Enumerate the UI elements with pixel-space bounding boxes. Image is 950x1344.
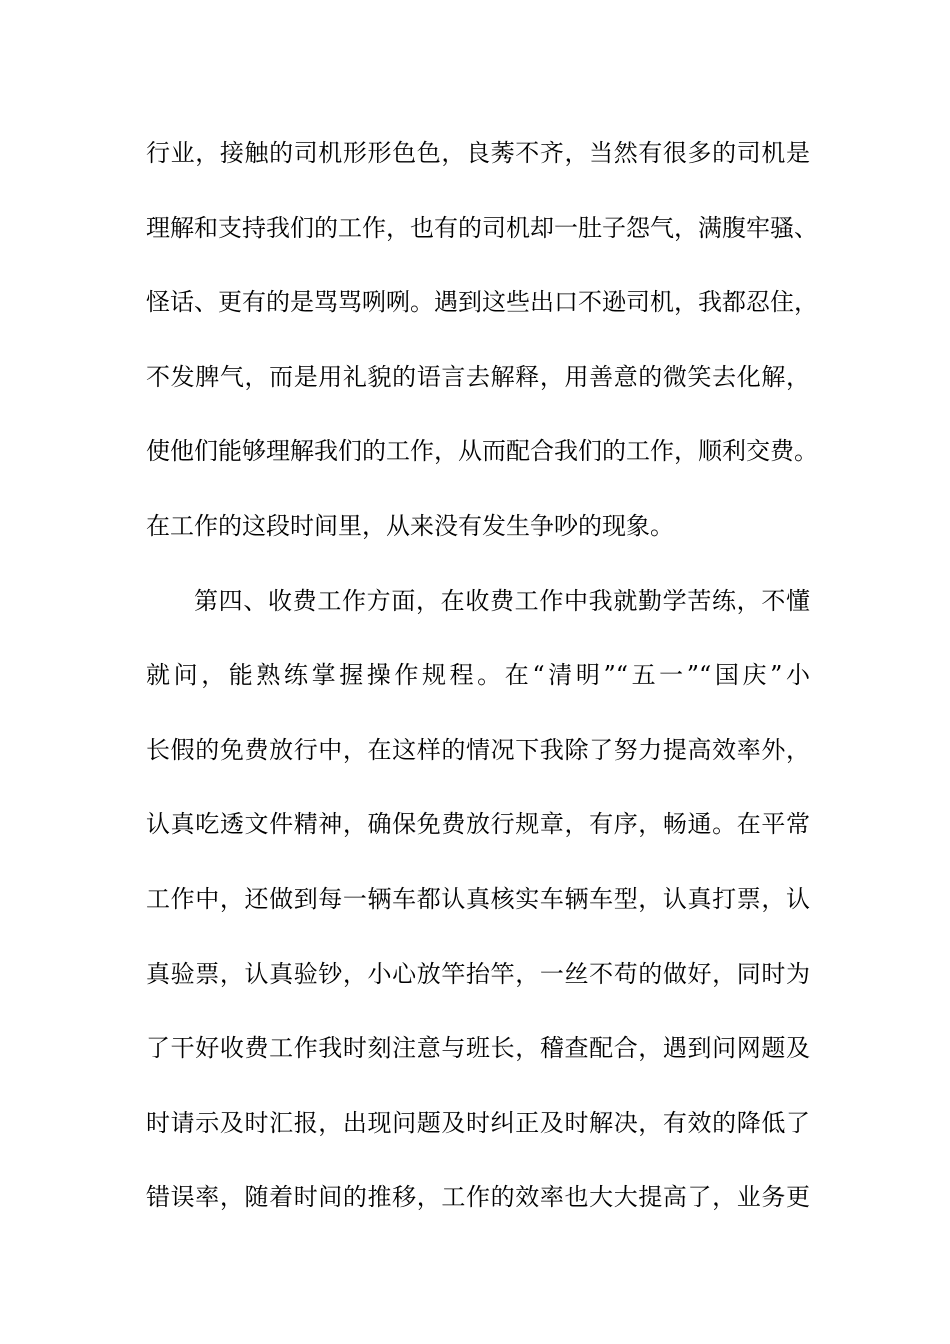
document-body	[146, 132, 818, 1251]
text-line: 怪话、更有的是骂骂咧咧。遇到这些出口不逊司机，我都忍住，	[146, 288, 818, 317]
text-line: 行业，接触的司机形形色色，良莠不齐，当然有很多的司机是	[146, 139, 810, 167]
text-line: 真验票，认真验钞，小心放竿抬竿，一丝不苟的做好，同时为	[146, 959, 810, 988]
text-line: 工作中，还做到每一辆车都认真核实车辆车型，认真打票，认	[146, 884, 810, 913]
text-line: 在工作的这段时间里，从来没有发生争吵的现象。	[146, 511, 674, 540]
text-line: 不发脾气，而是用礼貌的语言去解释，用善意的微笑去化解，	[146, 362, 810, 391]
paragraph-start-line: 第四、收费工作方面，在收费工作中我就勤学苦练，不懂	[194, 586, 810, 615]
text-line: 理解和支持我们的工作，也有的司机却一肚子怨气，满腹牢骚、	[146, 213, 818, 242]
text-line: 了干好收费工作我时刻注意与班长，稽查配合，遇到问网题及	[146, 1034, 810, 1063]
text-line: 长假的免费放行中，在这样的情况下我除了努力提高效率外，	[146, 735, 810, 764]
text-line: 错误率，随着时间的推移，工作的效率也大大提高了，业务更	[146, 1183, 810, 1212]
text-line: 认真吃透文件精神，确保免费放行规章，有序，畅通。在平常	[146, 810, 810, 839]
text-line: 时请示及时汇报，出现问题及时纠正及时解决，有效的降低了	[146, 1108, 810, 1137]
text-line: 使他们能够理解我们的工作，从而配合我们的工作，顺利交费。	[146, 437, 818, 466]
text-line: 就问，能熟练掌握操作规程。在“清明”“五一”“国庆”小	[146, 661, 810, 690]
